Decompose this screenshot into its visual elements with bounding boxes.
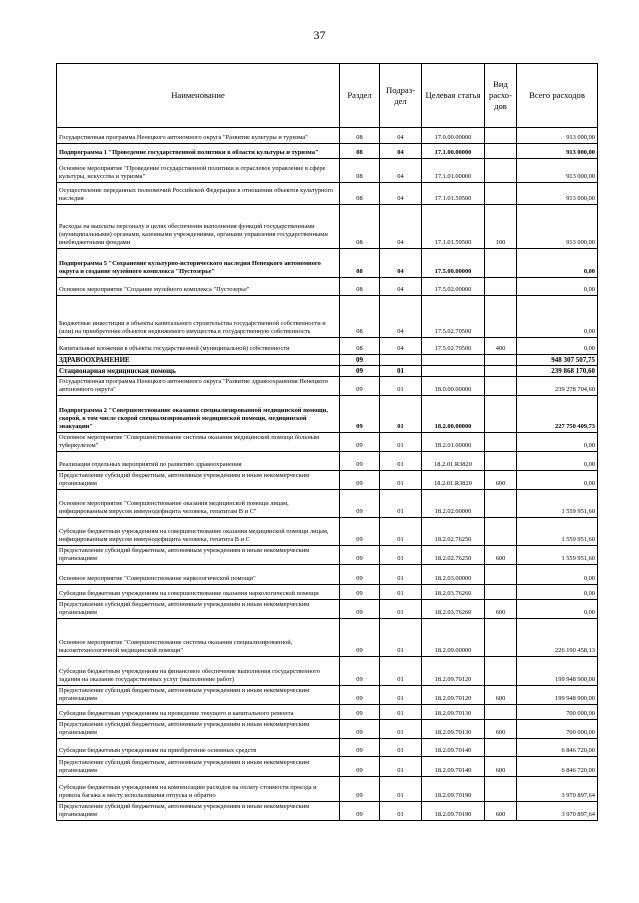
- table-row: [57, 518, 598, 546]
- table-row: [57, 159, 598, 183]
- cell-type: [485, 452, 517, 471]
- cell-name: Расходы на выплаты персоналу в целях обеспечения выполнения функций государственными (муниципальными) органами, казенными учреждениями, органами управления государственными внебюджетными фондами: [57, 205, 340, 249]
- cell-target: 18.2.09.70120: [422, 686, 485, 705]
- cell-name: Реализация отдельных мероприятий по развитию здравоохранения: [57, 452, 340, 471]
- cell-subsection: 01: [380, 600, 422, 619]
- cell-total: 0,00: [517, 296, 598, 338]
- cell-target: 17.1.01.59500: [422, 205, 485, 249]
- cell-section: 09: [340, 619, 380, 657]
- cell-subsection: 04: [380, 278, 422, 296]
- cell-subsection: 01: [380, 705, 422, 720]
- cell-section: 09: [340, 657, 380, 686]
- cell-total: 0,00: [517, 600, 598, 619]
- table-row: [57, 600, 598, 619]
- cell-section: 09: [340, 490, 380, 518]
- cell-subsection: 01: [380, 686, 422, 705]
- cell-type: [485, 296, 517, 338]
- cell-name: Основное мероприятие "Проведение государственной политики и отраслевое управление в сфере культуры, искусства и туризма": [57, 159, 340, 183]
- cell-subsection: 04: [380, 183, 422, 205]
- cell-section: 09: [340, 355, 380, 366]
- table-row: [57, 471, 598, 490]
- cell-subsection: 04: [380, 249, 422, 278]
- table-row: [57, 739, 598, 757]
- table-row: [57, 777, 598, 802]
- cell-target: 18.2.09.70130: [422, 720, 485, 739]
- cell-total: 913 000,00: [517, 128, 598, 144]
- cell-total: 700 000,00: [517, 720, 598, 739]
- cell-subsection: [380, 355, 422, 366]
- cell-name: Осуществление переданных полномочий Российской Федерации в отношении объектов культурного наследия: [57, 183, 340, 205]
- cell-section: 08: [340, 205, 380, 249]
- budget-table: [56, 63, 598, 821]
- table-row: [57, 366, 598, 377]
- header-type: Вид расхо-дов: [485, 64, 517, 128]
- cell-subsection: 01: [380, 585, 422, 600]
- cell-section: 09: [340, 705, 380, 720]
- cell-total: 0,00: [517, 338, 598, 355]
- table-row: [57, 377, 598, 396]
- cell-subsection: 01: [380, 546, 422, 565]
- cell-type: [485, 377, 517, 396]
- cell-total: 913 000,00: [517, 144, 598, 159]
- table-row: [57, 296, 598, 338]
- cell-total: 1 559 951,60: [517, 546, 598, 565]
- cell-name: Основное мероприятие "Совершенствование наркологической помощи": [57, 565, 340, 585]
- cell-subsection: 01: [380, 433, 422, 452]
- table-body: [57, 128, 598, 821]
- cell-name: Предоставление субсидий бюджетным, автономным учреждениям и иным некоммерческим организациям: [57, 546, 340, 565]
- cell-name: Субсидии бюджетным учреждениям на приобретение основных средств: [57, 739, 340, 757]
- cell-section: 09: [340, 757, 380, 777]
- cell-total: 6 846 720,00: [517, 739, 598, 757]
- cell-name: Стационарная медицинская помощь: [57, 366, 340, 377]
- cell-type: [485, 396, 517, 433]
- cell-target: 18.2.09.70190: [422, 777, 485, 802]
- cell-total: 0,00: [517, 452, 598, 471]
- cell-type: [485, 585, 517, 600]
- table-row: [57, 585, 598, 600]
- cell-section: 09: [340, 433, 380, 452]
- cell-subsection: 01: [380, 366, 422, 377]
- table-row: [57, 705, 598, 720]
- table-row: [57, 686, 598, 705]
- cell-name: Субсидии бюджетным учреждениям на компенсацию расходов на оплату стоимости проезда и провоза багажа к месту использования отпуска и обратно: [57, 777, 340, 802]
- table-row: [57, 720, 598, 739]
- cell-type: [485, 144, 517, 159]
- cell-subsection: 01: [380, 720, 422, 739]
- cell-name: Подпрограмма 5 "Сохранение культурно-исторического наследия Ненецкого автономного округа и создание музейного комплекса "Пустозерье": [57, 249, 340, 278]
- cell-type: 100: [485, 205, 517, 249]
- cell-subsection: 04: [380, 205, 422, 249]
- cell-name: Субсидии бюджетным учреждениям на проведение текущего и капитального ремонта: [57, 705, 340, 720]
- cell-type: [485, 183, 517, 205]
- cell-name: Подпрограмма 1 "Проведение государственной политики в области культуры и туризма": [57, 144, 340, 159]
- cell-total: 913 000,00: [517, 183, 598, 205]
- cell-section: 09: [340, 377, 380, 396]
- cell-section: 08: [340, 278, 380, 296]
- cell-subsection: 04: [380, 128, 422, 144]
- cell-section: 08: [340, 249, 380, 278]
- cell-total: 700 000,00: [517, 705, 598, 720]
- cell-name: Предоставление субсидий бюджетным, автономным учреждениям и иным некоммерческим организациям: [57, 471, 340, 490]
- cell-target: 17.5.00.00000: [422, 249, 485, 278]
- cell-target: 17.1.01.59500: [422, 183, 485, 205]
- cell-section: 08: [340, 159, 380, 183]
- cell-name: Предоставление субсидий бюджетным, автономным учреждениям и иным некоммерческим организациям: [57, 600, 340, 619]
- cell-target: 17.1.00.00000: [422, 144, 485, 159]
- cell-name: Основное мероприятие "Совершенствование системы оказания медицинской помощи больным туберкулезом": [57, 433, 340, 452]
- table-row: [57, 205, 598, 249]
- table-row: [57, 128, 598, 144]
- cell-target: 18.2.03.76260: [422, 585, 485, 600]
- table-row: [57, 452, 598, 471]
- cell-total: 6 846 720,00: [517, 757, 598, 777]
- cell-type: [485, 433, 517, 452]
- header-target: Целевая статья: [422, 64, 485, 128]
- cell-target: 18.2.01.R3820: [422, 471, 485, 490]
- cell-subsection: 01: [380, 757, 422, 777]
- cell-subsection: 04: [380, 338, 422, 355]
- header-name: Наименование: [57, 64, 340, 128]
- cell-target: 18.2.02.76250: [422, 518, 485, 546]
- table-row: [57, 546, 598, 565]
- cell-target: 18.2.02.76250: [422, 546, 485, 565]
- cell-subsection: 04: [380, 144, 422, 159]
- cell-subsection: 01: [380, 657, 422, 686]
- cell-total: 226 190 458,13: [517, 619, 598, 657]
- cell-type: [485, 619, 517, 657]
- cell-section: 09: [340, 471, 380, 490]
- cell-section: 09: [340, 452, 380, 471]
- cell-type: [485, 249, 517, 278]
- cell-target: 18.2.09.70130: [422, 705, 485, 720]
- cell-target: 18.2.01.R3820: [422, 452, 485, 471]
- cell-section: 09: [340, 686, 380, 705]
- cell-name: Основное мероприятие "Совершенствование системы оказания специализированной, высокотехнологичной медицинской помощи": [57, 619, 340, 657]
- cell-name: Субсидии бюджетным учреждениям на совершенствование оказания медицинской помощи лицам, инфицированным вирусом иммунодефицита человека, гепатита В и С: [57, 518, 340, 546]
- cell-name: Предоставление субсидий бюджетным, автономным учреждениям и иным некоммерческим организациям: [57, 686, 340, 705]
- cell-total: 0,00: [517, 565, 598, 585]
- cell-type: 600: [485, 720, 517, 739]
- cell-total: 1 559 951,60: [517, 518, 598, 546]
- cell-section: 08: [340, 144, 380, 159]
- cell-target: 18.2.09.00000: [422, 619, 485, 657]
- cell-target: 18.2.03.76260: [422, 600, 485, 619]
- table-row: [57, 757, 598, 777]
- cell-total: 948 307 507,75: [517, 355, 598, 366]
- cell-section: 08: [340, 296, 380, 338]
- cell-type: [485, 518, 517, 546]
- cell-name: Основное мероприятие "Совершенствование оказания медицинской помощи лицам, инфицированным вирусом иммунодефицита человека, гепатитам В и С": [57, 490, 340, 518]
- cell-total: 199 948 900,00: [517, 686, 598, 705]
- cell-type: [485, 128, 517, 144]
- cell-name: ЗДРАВООХРАНЕНИЕ: [57, 355, 340, 366]
- table-row: [57, 183, 598, 205]
- cell-name: Субсидии бюджетным учреждениям на совершенствование оказания наркологической помощи: [57, 585, 340, 600]
- cell-subsection: 01: [380, 377, 422, 396]
- table-row: [57, 278, 598, 296]
- cell-type: [485, 159, 517, 183]
- cell-section: 08: [340, 128, 380, 144]
- cell-total: 0,00: [517, 471, 598, 490]
- cell-target: [422, 366, 485, 377]
- cell-target: 17.5.02.00000: [422, 278, 485, 296]
- table-row: [57, 144, 598, 159]
- table-row: [57, 802, 598, 821]
- cell-name: Предоставление субсидий бюджетным, автономным учреждениям и иным некоммерческим организациям: [57, 720, 340, 739]
- cell-section: 09: [340, 777, 380, 802]
- cell-type: [485, 777, 517, 802]
- cell-section: 09: [340, 739, 380, 757]
- table-row: [57, 249, 598, 278]
- cell-subsection: 01: [380, 739, 422, 757]
- cell-type: 600: [485, 686, 517, 705]
- cell-section: 08: [340, 338, 380, 355]
- cell-subsection: 01: [380, 518, 422, 546]
- cell-section: 09: [340, 585, 380, 600]
- cell-total: 0,00: [517, 585, 598, 600]
- cell-total: 239 278 704,60: [517, 377, 598, 396]
- page-number: 37: [313, 28, 326, 42]
- cell-type: 600: [485, 600, 517, 619]
- cell-target: 18.2.01.00000: [422, 433, 485, 452]
- header-section: Раздел: [340, 64, 380, 128]
- cell-type: 400: [485, 338, 517, 355]
- cell-total: 199 948 900,00: [517, 657, 598, 686]
- cell-total: 0,00: [517, 249, 598, 278]
- table-row: [57, 355, 598, 366]
- cell-name: Бюджетные инвестиции в объекты капитального строительства государственной собственности и (или) на приобретение объектов недвижимого имущества в государственную собственность: [57, 296, 340, 338]
- cell-total: 3 970 897,64: [517, 802, 598, 821]
- cell-total: 913 000,00: [517, 205, 598, 249]
- cell-total: 0,00: [517, 278, 598, 296]
- cell-section: 09: [340, 565, 380, 585]
- cell-target: 18.2.09.70140: [422, 757, 485, 777]
- cell-section: 09: [340, 518, 380, 546]
- cell-subsection: 01: [380, 802, 422, 821]
- cell-section: 08: [340, 183, 380, 205]
- cell-type: [485, 490, 517, 518]
- cell-name: Субсидии бюджетным учреждениям на финансовое обеспечение выполнения государственного задания на оказание государственных услуг (выполнение работ): [57, 657, 340, 686]
- cell-section: 09: [340, 720, 380, 739]
- table-row: [57, 657, 598, 686]
- cell-section: 09: [340, 802, 380, 821]
- cell-type: [485, 355, 517, 366]
- cell-total: 227 750 409,73: [517, 396, 598, 433]
- cell-type: [485, 657, 517, 686]
- cell-target: 17.5.02.70500: [422, 338, 485, 355]
- cell-target: 18.0.00.00000: [422, 377, 485, 396]
- cell-target: [422, 355, 485, 366]
- cell-subsection: 01: [380, 619, 422, 657]
- cell-name: Основное мероприятие "Создание музейного комплекса "Пустозерье": [57, 278, 340, 296]
- table-row: [57, 565, 598, 585]
- cell-section: 09: [340, 396, 380, 433]
- cell-subsection: 01: [380, 490, 422, 518]
- cell-target: 17.0.00.00000: [422, 128, 485, 144]
- table-header-row: [57, 64, 598, 128]
- cell-target: 18.2.02.00000: [422, 490, 485, 518]
- cell-target: 18.2.09.70190: [422, 802, 485, 821]
- cell-type: 600: [485, 471, 517, 490]
- cell-total: 239 868 170,60: [517, 366, 598, 377]
- cell-section: 09: [340, 600, 380, 619]
- cell-section: 09: [340, 366, 380, 377]
- cell-type: [485, 565, 517, 585]
- table-row: [57, 619, 598, 657]
- cell-type: [485, 366, 517, 377]
- cell-total: 1 559 951,60: [517, 490, 598, 518]
- cell-total: 913 000,00: [517, 159, 598, 183]
- cell-type: [485, 739, 517, 757]
- cell-subsection: 01: [380, 777, 422, 802]
- cell-subsection: 04: [380, 159, 422, 183]
- cell-type: [485, 278, 517, 296]
- cell-name: Предоставление субсидий бюджетным, автономным учреждениям и иным некоммерческим организациям: [57, 757, 340, 777]
- table-row: [57, 396, 598, 433]
- cell-target: 17.5.02.70500: [422, 296, 485, 338]
- header-subsection: Подраз-дел: [380, 64, 422, 128]
- cell-target: 18.2.00.00000: [422, 396, 485, 433]
- cell-section: 09: [340, 546, 380, 565]
- cell-type: 600: [485, 546, 517, 565]
- table-row: [57, 433, 598, 452]
- cell-target: 18.2.09.70140: [422, 739, 485, 757]
- cell-type: 600: [485, 757, 517, 777]
- cell-name: Государственная программа Ненецкого автономного округа "Развитие культуры и туризма": [57, 128, 340, 144]
- cell-name: Капитальные вложения в объекты государственной (муниципальной) собственности: [57, 338, 340, 355]
- cell-subsection: 01: [380, 452, 422, 471]
- cell-subsection: 01: [380, 396, 422, 433]
- cell-name: Подпрограмма 2 "Совершенствование оказания специализированной медицинской помощи, скорой, в том числе скорой специализированной медицинской помощи, медицинской эвакуации": [57, 396, 340, 433]
- cell-name: Государственная программа Ненецкого автономного округа "Развитие здравоохранения Ненецкого автономного округа": [57, 377, 340, 396]
- header-total: Всего расходов: [517, 64, 598, 128]
- table-row: [57, 338, 598, 355]
- cell-target: 18.2.03.00000: [422, 565, 485, 585]
- cell-total: 0,00: [517, 433, 598, 452]
- cell-subsection: 01: [380, 565, 422, 585]
- cell-target: 18.2.09.70120: [422, 657, 485, 686]
- cell-subsection: 01: [380, 471, 422, 490]
- cell-type: 600: [485, 802, 517, 821]
- cell-name: Предоставление субсидий бюджетным, автономным учреждениям и иным некоммерческим организациям: [57, 802, 340, 821]
- cell-type: [485, 705, 517, 720]
- cell-target: 17.1.01.00000: [422, 159, 485, 183]
- table-row: [57, 490, 598, 518]
- cell-subsection: 04: [380, 296, 422, 338]
- cell-total: 3 970 897,64: [517, 777, 598, 802]
